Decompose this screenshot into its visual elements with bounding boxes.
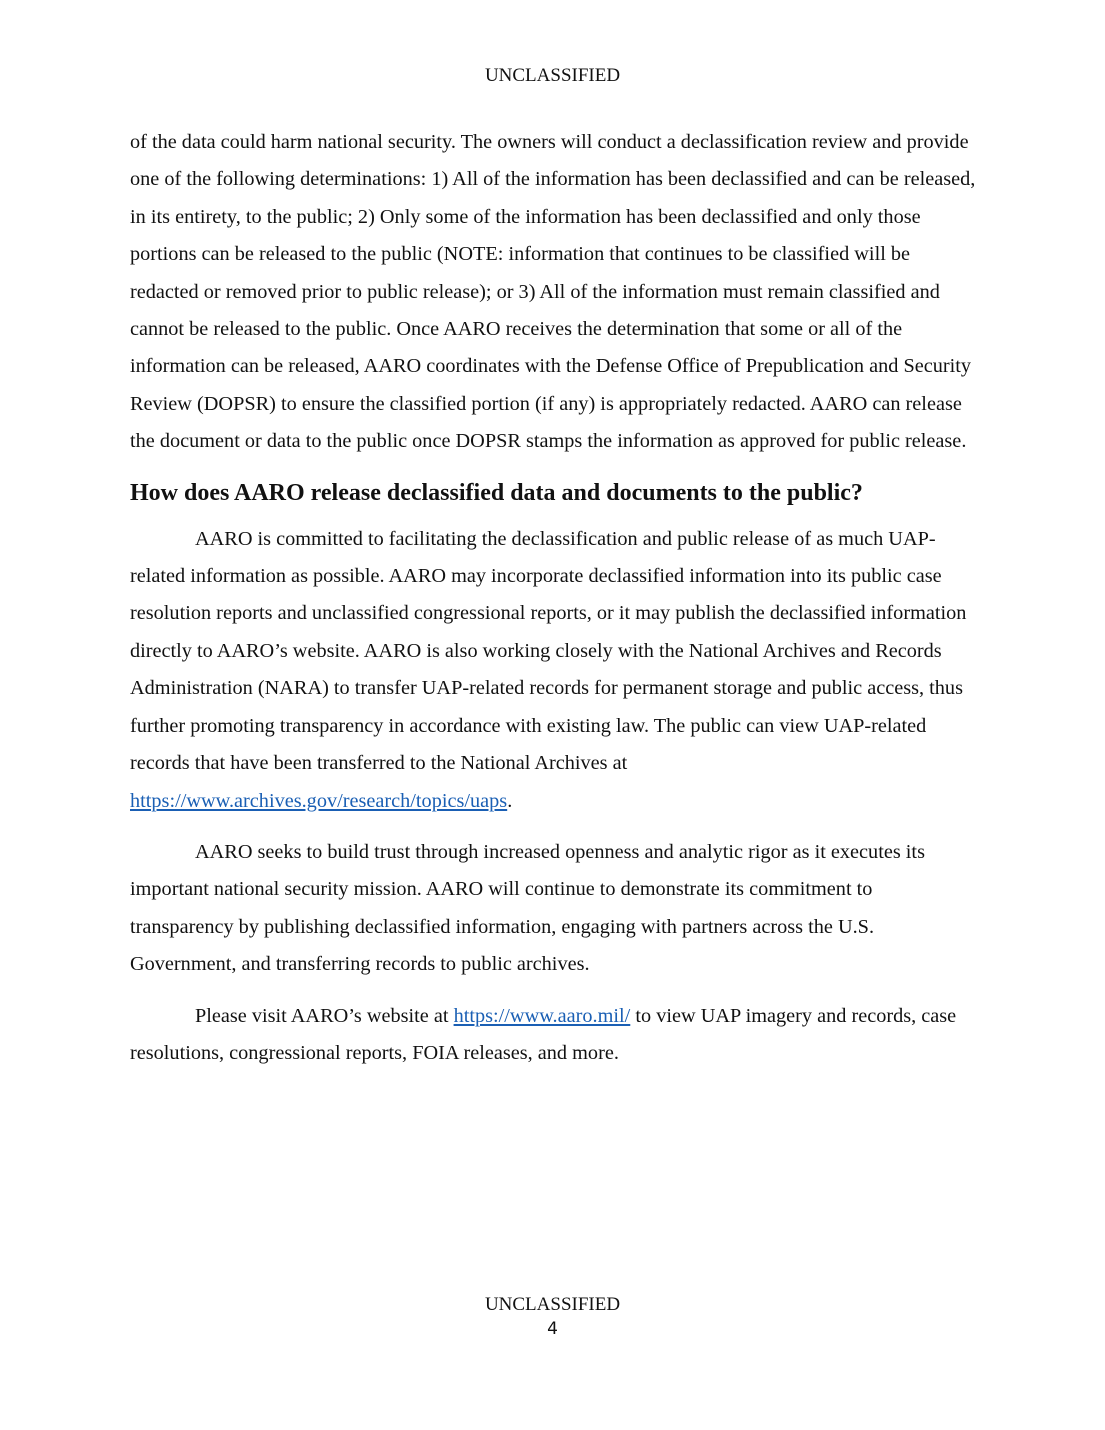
document-body [130, 124, 980, 1072]
continuation-paragraph: of the data could harm national security. The owners will conduct a declassification review and provide one of the following determinations: 1) All of the information has been declassified and can be released, in its entirety, to the public; 2) Only some of the information has been declassified and only those portions can be released to the public (NOTE: information that continues to be classified will be redacted or removed prior to public release); or 3) All of the information must remain classified and cannot be released to the public. Once AARO receives the determination that some or all of the information can be released, AARO coordinates with the Defense Office of Prepublication and Security Review (DOPSR) to ensure the classified portion (if any) is appropriately redacted. AARO can release the document or data to the public once DOPSR stamps the information as approved for public release. [130, 131, 976, 453]
page-number: 4 [547, 1319, 558, 1339]
visit-paragraph-text: Please visit AARO’s website at [195, 1004, 454, 1027]
header-classification-marking: UNCLASSIFIED [484, 65, 621, 86]
visit-paragraph-end: to view UAP imagery and records, case resolutions, congressional reports, FOIA releases, and more. [130, 1004, 957, 1064]
release-paragraph-end: . [507, 789, 513, 812]
footer-classification-marking: UNCLASSIFIED [484, 1294, 621, 1315]
release-paragraph [130, 521, 980, 820]
aaro-website-link[interactable]: https://www.aaro.mil/ [453, 1004, 631, 1027]
archives-link[interactable]: https://www.archives.gov/research/topics/uaps [130, 789, 508, 812]
release-paragraph-text: AARO is committed to facilitating the declassification and public release of as much UAP-related information as possible. AARO may incorporate declassified information into its public case resolution reports and unclassified congressional reports, or it may publish the declassified information directly to AARO’s website. AARO is also working closely with the National Archives and Records Administration (NARA) to transfer UAP-related records for permanent storage and public access, thus further promoting transparency in accordance with existing law. The public can view UAP-related records that have been transferred to the National Archives at [130, 527, 967, 775]
visit-paragraph [130, 998, 980, 1073]
section-heading: How does AARO release declassified data and documents to the public? [130, 479, 863, 506]
trust-paragraph: AARO seeks to build trust through increased openness and analytic rigor as it executes its important national security mission. AARO will continue to demonstrate its commitment to transparency by publishing declassified information, engaging with partners across the U.S. Government, and transferring records to public archives. [130, 840, 925, 976]
